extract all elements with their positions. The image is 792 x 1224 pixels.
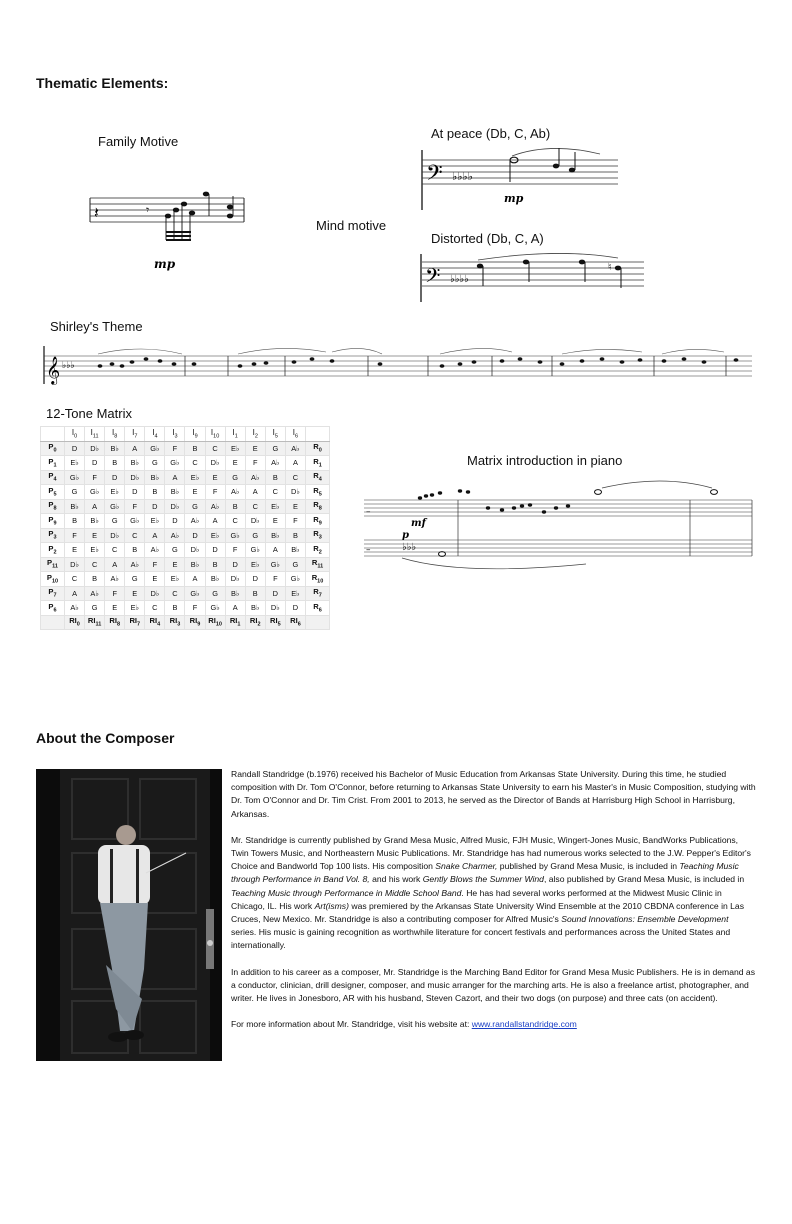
matrix-cell: E [85,528,105,543]
series-title: Sound Innovations: Ensemble Development [561,914,729,925]
svg-text:–: – [366,545,371,555]
matrix-cell: E [165,557,185,572]
matrix-row [41,572,330,587]
matrix-prime-label: $P_5$ [41,485,65,500]
matrix-cell: B [245,586,265,601]
matrix-retrograde-label: $R_1$ [306,456,330,471]
book-title: Teaching Music through Performance in Band Vol. 8, [231,861,739,885]
matrix-cell: D [265,586,285,601]
svg-text:♭♭♭: ♭♭♭ [402,542,417,553]
matrix-retrograde-label: $R_8$ [306,499,330,514]
matrix-prime-label: $P_2$ [41,543,65,558]
matrix-cell: B♭ [85,514,105,529]
matrix-row [41,456,330,471]
matrix-cell: D♭ [205,456,225,471]
matrix-cell: F [125,499,145,514]
matrix-cell: B♭ [225,586,245,601]
svg-text:𝄞: 𝄞 [46,356,61,384]
matrix-column-label: $I_{10}$ [205,427,225,442]
matrix-cell: G [85,601,105,616]
matrix-cell: F [105,586,125,601]
matrix-row [41,499,330,514]
at-peace-dynamic-mark: mp [504,192,524,205]
matrix-cell: G♭ [265,557,285,572]
matrix-cell: D♭ [225,572,245,587]
matrix-cell: G♭ [125,514,145,529]
matrix-cell: G [265,441,285,456]
matrix-prime-label: $P_9$ [41,514,65,529]
matrix-cell: A♭ [85,586,105,601]
matrix-cell: D [145,499,165,514]
matrix-intro-piano-staff [362,478,754,572]
matrix-cell: A [105,557,125,572]
matrix-row [41,601,330,616]
matrix-retrograde-label: $R_{11}$ [306,557,330,572]
matrix-cell: A♭ [165,528,185,543]
matrix-cell: G♭ [145,441,165,456]
matrix-cell: C [65,572,85,587]
matrix-cell: E♭ [145,514,165,529]
matrix-cell: F [225,543,245,558]
matrix-cell: A♭ [285,441,305,456]
matrix-ri-label: $RI_9$ [185,615,205,630]
matrix-cell: A [165,470,185,485]
matrix-cell: E♭ [225,441,245,456]
matrix-cell: G♭ [185,586,205,601]
matrix-cell: E [285,499,305,514]
matrix-cell: D♭ [125,470,145,485]
matrix-retrograde-label: $R_0$ [306,441,330,456]
matrix-header-row [41,427,330,442]
matrix-cell: G♭ [105,499,125,514]
matrix-prime-label: $P_3$ [41,528,65,543]
matrix-prime-label: $P_7$ [41,586,65,601]
matrix-cell: G [105,514,125,529]
matrix-row [41,528,330,543]
matrix-column-label: $I_0$ [65,427,85,442]
matrix-cell: D [165,514,185,529]
bio-text: series. His music is gaining recognition as worthwhile literature for concert festivals and performances across the United States and internationally. [231,927,731,951]
matrix-cell: C [205,441,225,456]
matrix-cell: F [165,441,185,456]
svg-text:♭♭♭: ♭♭♭ [62,361,75,371]
composer-photo [36,769,222,1061]
bio-paragraph-1: Randall Standridge (b.1976) received his Bachelor of Music Education from Arkansas State University. During this time, he studied composition with Dr. Tom O'Connor, before returning to Arkansas State University to earn his Master's in Music Composition, studying with Dr. Tom O'Connor and Dr. Tim Crist. From 2001 to 2013, he served as the Director of Bands at Harrisburg High School in Harrisburg, Arkansas. [231,769,756,819]
bio-paragraph-2 [231,834,756,953]
matrix-cell: E♭ [285,586,305,601]
svg-text:𝄽: 𝄽 [94,203,99,222]
svg-text:𝄢: 𝄢 [426,161,443,191]
matrix-ri-label: $RI_6$ [285,615,305,630]
matrix-cell: E [185,485,205,500]
family-motive-caption: Family Motive [98,134,179,149]
matrix-cell: A [65,586,85,601]
thematic-elements-heading: Thematic Elements: [36,75,169,91]
matrix-cell: D♭ [285,485,305,500]
matrix-row [41,470,330,485]
matrix-cell: A♭ [205,499,225,514]
matrix-row [41,441,330,456]
matrix-cell: E [225,456,245,471]
bio-text: For more information about Mr. Standridge, visit his website at: [231,1019,472,1030]
svg-text:♭♭♭♭: ♭♭♭♭ [450,274,469,285]
matrix-cell: G♭ [65,470,85,485]
matrix-cell: D [225,557,245,572]
matrix-cell: D [285,601,305,616]
matrix-retrograde-label: $R_7$ [306,586,330,601]
matrix-cell: A [245,485,265,500]
matrix-cell: C [225,514,245,529]
matrix-cell: E [125,586,145,601]
bio-text: . He has had several works performed at the Midwest Music Clinic in Chicago, IL. His work [231,887,722,911]
svg-text:𝄾: 𝄾 [146,203,150,217]
matrix-column-label: $I_6$ [285,427,305,442]
matrix-cell: A [185,572,205,587]
matrix-ri-label: $RI_{11}$ [85,615,105,630]
matrix-intro-caption: Matrix introduction in piano [467,453,623,468]
svg-text:𝄢: 𝄢 [425,264,441,292]
matrix-cell: E♭ [65,456,85,471]
matrix-ri-label: $RI_2$ [245,615,265,630]
matrix-retrograde-label: $R_4$ [306,470,330,485]
matrix-prime-label: $P_6$ [41,601,65,616]
matrix-row [41,586,330,601]
matrix-cell: G♭ [285,572,305,587]
matrix-title: 12-Tone Matrix [46,406,132,421]
matrix-cell: F [205,485,225,500]
work-title-gently-blows: Gently Blows the Summer Wind [422,874,544,885]
matrix-footer-row [41,615,330,630]
matrix-cell: E [145,572,165,587]
matrix-cell: B♭ [285,543,305,558]
matrix-cell: F [65,528,85,543]
matrix-column-label: $I_9$ [185,427,205,442]
matrix-cell: B [185,441,205,456]
work-title-snake-charmer: Snake Charmer, [435,861,498,872]
matrix-cell: B♭ [265,528,285,543]
matrix-cell: B♭ [145,470,165,485]
matrix-cell: C [285,470,305,485]
matrix-cell: A [85,499,105,514]
matrix-cell: D♭ [245,514,265,529]
matrix-ri-label: $RI_0$ [65,615,85,630]
at-peace-staff [420,146,622,210]
matrix-row [41,514,330,529]
matrix-cell: A [125,441,145,456]
bio-paragraph-3: In addition to his career as a composer, Mr. Standridge is the Marching Band Editor for Grand Mesa Music Publishers. He is in demand as a conductor, clinician, drill designer, composer, and music arranger for the marching arts. He is also a freelance artist, photographer, and writer. He lives in Jonesboro, AR with his husband, Steven Cazort, and their two dogs (on purpose) and three cats (on accident). [231,966,755,1004]
matrix-cell: E♭ [245,557,265,572]
shirleys-theme-caption: Shirley's Theme [50,319,143,334]
svg-text:–: – [366,507,371,517]
matrix-cell: C [105,543,125,558]
matrix-column-label: $I_4$ [145,427,165,442]
matrix-row [41,557,330,572]
matrix-cell: E♭ [125,601,145,616]
matrix-cell: C [85,557,105,572]
matrix-retrograde-label: $R_2$ [306,543,330,558]
matrix-cell: A [225,601,245,616]
matrix-cell: A♭ [225,485,245,500]
matrix-cell: E♭ [265,499,285,514]
matrix-cell: C [245,499,265,514]
matrix-cell: B [165,601,185,616]
family-dynamic-mark: mp [154,257,176,271]
matrix-cell: D [245,572,265,587]
matrix-cell: G [185,499,205,514]
matrix-cell: C [185,456,205,471]
matrix-cell: B [265,470,285,485]
matrix-cell: G♭ [225,528,245,543]
matrix-cell: F [285,514,305,529]
matrix-column-label: $I_5$ [265,427,285,442]
matrix-column-label: $I_{11}$ [85,427,105,442]
matrix-ri-label: $RI_7$ [125,615,145,630]
matrix-cell: C [165,586,185,601]
matrix-ri-label: $RI_1$ [225,615,245,630]
matrix-cell: D♭ [185,543,205,558]
matrix-cell: D♭ [165,499,185,514]
matrix-cell: B [125,543,145,558]
matrix-cell: C [125,528,145,543]
matrix-cell: D [105,470,125,485]
matrix-cell: G [285,557,305,572]
matrix-cell: D♭ [85,441,105,456]
bio-paragraph-4 [231,1018,756,1031]
bio-text: , also published by Grand Mesa Music, is included in [543,874,745,885]
matrix-cell: B♭ [105,441,125,456]
matrix-ri-label: $RI_4$ [145,615,165,630]
matrix-cell: D♭ [105,528,125,543]
matrix-cell: F [265,572,285,587]
matrix-prime-label: $P_1$ [41,456,65,471]
matrix-ri-label: $RI_{10}$ [205,615,225,630]
book-title-middle-school: Teaching Music through Performance in Middle School Band [231,887,462,898]
matrix-cell: B♭ [205,572,225,587]
matrix-row [41,485,330,500]
distorted-staff [418,250,646,304]
matrix-ri-label: $RI_8$ [105,615,125,630]
bio-text: published by Grand Mesa Music, is included in [497,861,680,872]
matrix-cell: F [145,557,165,572]
at-peace-caption: At peace (Db, C, Ab) [431,126,551,141]
matrix-column-label: $I_3$ [165,427,185,442]
about-composer-heading: About the Composer [36,730,175,746]
matrix-cell: E [65,543,85,558]
website-link[interactable]: www.randallstandridge.com [471,1019,577,1030]
matrix-ri-label: $RI_5$ [265,615,285,630]
matrix-cell: D [65,441,85,456]
matrix-cell: C [265,485,285,500]
matrix-cell: E♭ [85,543,105,558]
matrix-cell: D♭ [65,557,85,572]
matrix-cell: A [145,528,165,543]
matrix-column-label: $I_1$ [225,427,245,442]
matrix-cell: A [205,514,225,529]
bio-text: was premiered by the Arkansas State University Wind Ensemble at the 2010 CBDNA conference in Las Cruces, New Mexico. Mr. Standridge is also a contributing composer for Alfred Music's [231,900,744,925]
matrix-cell: B [205,557,225,572]
bio-text: and his work [369,874,423,885]
matrix-cell: D [125,485,145,500]
matrix-prime-label: $P_8$ [41,499,65,514]
matrix-cell: B♭ [65,499,85,514]
mind-motive-caption: Mind motive [316,218,387,233]
matrix-cell: G [245,528,265,543]
matrix-retrograde-label: $R_3$ [306,528,330,543]
matrix-cell: E♭ [205,528,225,543]
matrix-cell: A♭ [245,470,265,485]
matrix-cell: G [205,586,225,601]
matrix-cell: G [145,456,165,471]
matrix-cell: E♭ [105,485,125,500]
matrix-cell: G♭ [165,456,185,471]
matrix-cell: G♭ [205,601,225,616]
matrix-ri-label: $RI_3$ [165,615,185,630]
svg-text:♮: ♮ [608,262,612,273]
matrix-retrograde-label: $R_9$ [306,514,330,529]
matrix-cell: D [205,543,225,558]
matrix-cell: E [205,470,225,485]
matrix-retrograde-label: $R_6$ [306,601,330,616]
matrix-cell: B [145,485,165,500]
matrix-cell: A♭ [125,557,145,572]
matrix-cell: E [265,514,285,529]
composer-biography [231,768,756,1044]
matrix-cell: B [285,528,305,543]
matrix-cell: B [85,572,105,587]
matrix-cell: F [185,601,205,616]
matrix-cell: A♭ [145,543,165,558]
matrix-cell: E [245,441,265,456]
matrix-prime-label: $P_4$ [41,470,65,485]
matrix-cell: E [105,601,125,616]
matrix-retrograde-label: $R_{10}$ [306,572,330,587]
family-motive-staff [88,186,248,276]
piano-mf-mark: mf [411,518,426,529]
matrix-cell: F [85,470,105,485]
matrix-column-label: $I_8$ [105,427,125,442]
shirleys-theme-staff [42,344,754,386]
matrix-column-label: $I_2$ [245,427,265,442]
matrix-cell: G [165,543,185,558]
matrix-cell: G♭ [245,543,265,558]
matrix-cell: A [285,456,305,471]
matrix-cell: B♭ [245,601,265,616]
matrix-cell: B♭ [125,456,145,471]
matrix-prime-label: $P_{11}$ [41,557,65,572]
svg-text:♭♭♭♭: ♭♭♭♭ [452,170,473,183]
matrix-cell: A [265,543,285,558]
bio-text: Mr. Standridge is currently published by Grand Mesa Music, Alfred Music, FJH Music, Wingert-Jones Music, BandWorks Publications, Twin Towers Music, and Northeastern Music Publications. Mr. Standridge has had numerous works selected to the J.W. Pepper's Editor's Choice and Bandworld Top 100 lists. His composition [231,834,751,872]
piano-p-mark: p [402,530,409,541]
matrix-cell: D♭ [145,586,165,601]
matrix-cell: C [145,601,165,616]
matrix-cell: A♭ [265,456,285,471]
matrix-cell: B [225,499,245,514]
matrix-cell: E♭ [185,470,205,485]
matrix-cell: G [65,485,85,500]
twelve-tone-matrix [40,426,330,628]
matrix-cell: B♭ [165,485,185,500]
matrix-cell: A♭ [185,514,205,529]
matrix-column-label: $I_7$ [125,427,145,442]
matrix-cell: E♭ [165,572,185,587]
matrix-row [41,543,330,558]
work-title-artisms: Art(isms) [314,900,349,911]
matrix-cell: G♭ [85,485,105,500]
matrix-cell: B [105,456,125,471]
matrix-cell: A♭ [65,601,85,616]
matrix-cell: B♭ [185,557,205,572]
matrix-cell: D [85,456,105,471]
matrix-cell: F [245,456,265,471]
matrix-cell: G [125,572,145,587]
matrix-cell: A♭ [105,572,125,587]
matrix-cell: G [225,470,245,485]
distorted-caption: Distorted (Db, C, A) [431,231,544,246]
matrix-table [40,426,330,630]
matrix-prime-label: $P_0$ [41,441,65,456]
matrix-cell: B [65,514,85,529]
matrix-retrograde-label: $R_5$ [306,485,330,500]
matrix-cell: D [185,528,205,543]
matrix-cell: D♭ [265,601,285,616]
matrix-prime-label: $P_{10}$ [41,572,65,587]
